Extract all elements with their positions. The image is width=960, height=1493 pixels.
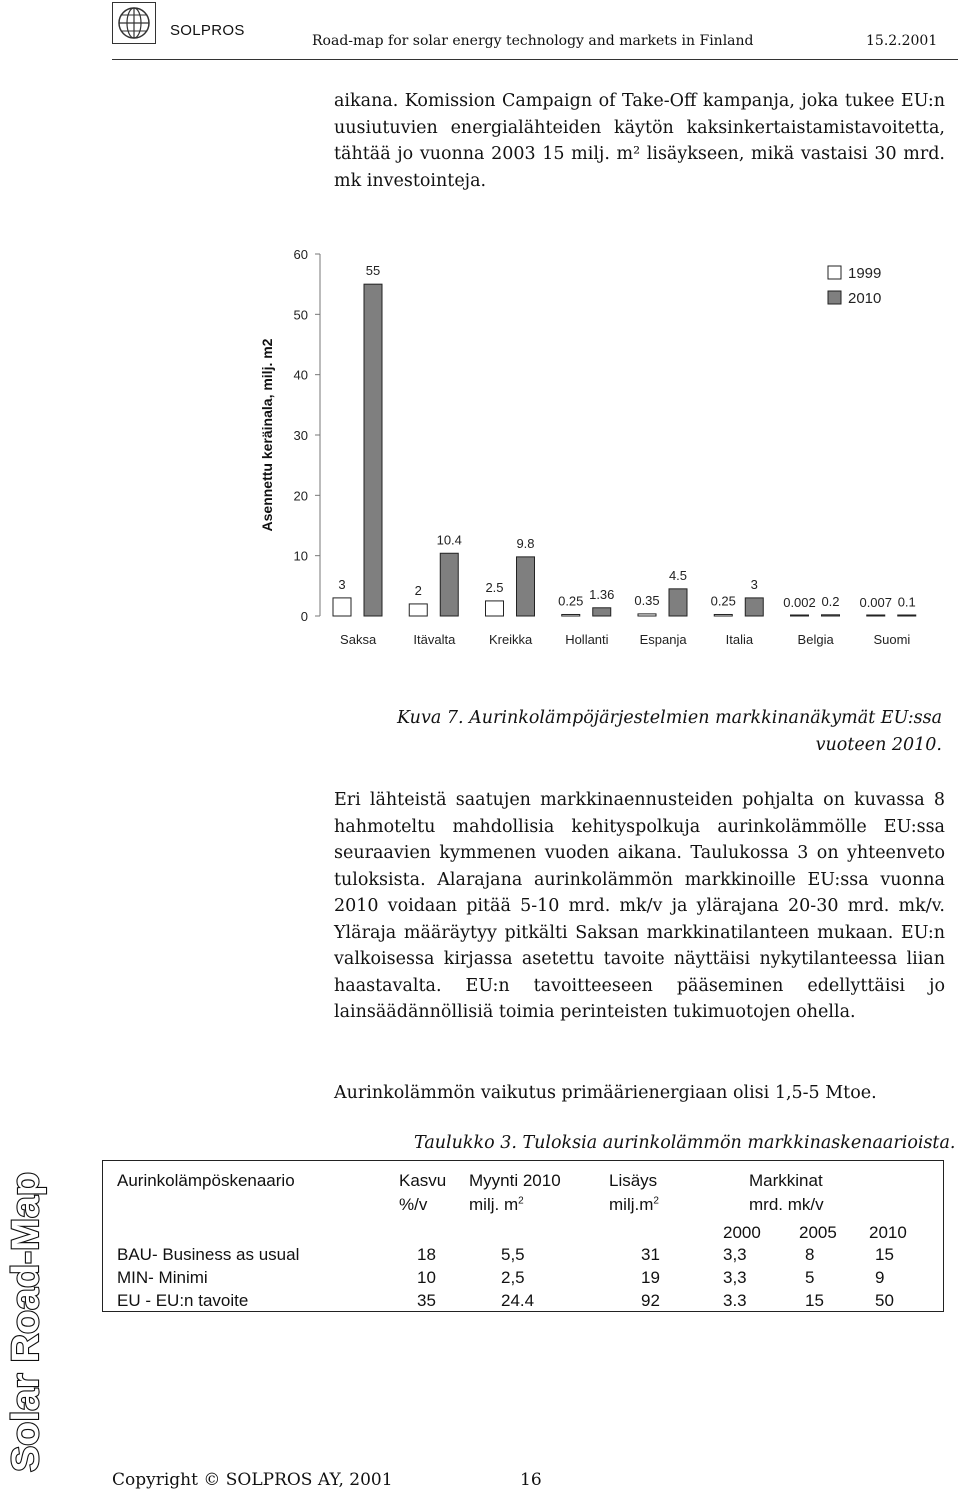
y-tick-label: 0 (300, 609, 308, 624)
category-label: Hollanti (565, 632, 609, 647)
bar-1999-saksa (333, 598, 351, 616)
row-min-sales: 2,5 (501, 1268, 525, 1287)
figure-caption-line1: Kuva 7. Aurinkolämpöjärjestelmien markkinanäkymät EU:ssa (396, 708, 942, 728)
bar-2010-hollanti (593, 608, 611, 616)
row-min-m2000: 3,3 (723, 1268, 747, 1287)
bar-2010-italia (745, 598, 763, 616)
row-eu-m2010: 50 (875, 1291, 894, 1310)
scenario-table (102, 1160, 944, 1312)
figure-caption-line2: vuoteen 2010. (815, 735, 942, 755)
legend-swatch-2010 (828, 291, 841, 304)
data-label-1999: 0.007 (859, 594, 893, 610)
header-year-2005: 2005 (799, 1223, 837, 1242)
table-caption: Taulukko 3. Tuloksia aurinkolämmön markkinaskenaarioista. (414, 1133, 956, 1153)
page-number: 16 (520, 1470, 542, 1490)
data-label-2010: 0.2 (821, 593, 840, 609)
bar-1999-belgia (791, 615, 809, 616)
data-label-1999: 0.25 (710, 593, 736, 609)
category-label: Kreikka (488, 632, 533, 647)
row-eu-name: EU - EU:n tavoite (117, 1291, 249, 1310)
side-banner-text: Solar Road-Map (5, 1182, 47, 1472)
header-sales: Myynti 2010 (469, 1171, 561, 1190)
y-tick-label: 30 (293, 428, 308, 443)
header-year-2000: 2000 (723, 1223, 761, 1242)
row-bau-increase: 31 (641, 1245, 660, 1264)
data-label-1999: 3 (338, 576, 346, 592)
header-market: Markkinat (749, 1171, 823, 1190)
data-label-2010: 3 (750, 576, 758, 592)
row-min-m2010: 9 (875, 1268, 885, 1287)
category-label: Italia (725, 632, 754, 647)
data-label-1999: 0.25 (558, 593, 584, 609)
category-label: Saksa (340, 632, 377, 647)
category-label: Espanja (639, 632, 687, 647)
data-label-2010: 55 (365, 263, 381, 279)
category-label: Suomi (873, 632, 911, 647)
row-eu-m2000: 3.3 (723, 1291, 747, 1310)
bar-1999-kreikka (486, 601, 504, 616)
header-growth-unit: %/v (399, 1195, 428, 1214)
data-label-1999: 2.5 (485, 579, 504, 595)
footer-copyright: Copyright © SOLPROS AY, 2001 (112, 1470, 393, 1490)
solpros-logo (112, 2, 156, 44)
data-label-1999: 2 (414, 582, 422, 598)
data-label-1999: 0.35 (634, 592, 660, 608)
row-bau-m2005: 8 (805, 1245, 815, 1264)
legend-label-2010: 2010 (848, 290, 882, 307)
data-label-2010: 9.8 (516, 535, 535, 551)
header-sales-unit: milj. $m^2$ (469, 1195, 524, 1214)
row-bau-sales: 5,5 (501, 1245, 525, 1264)
bar-2010-saksa (364, 284, 382, 616)
row-min-m2005: 5 (805, 1268, 815, 1287)
page-header (0, 0, 960, 72)
category-label: Belgia (797, 632, 834, 647)
row-eu-growth: 35 (417, 1291, 436, 1310)
y-tick-label: 20 (293, 488, 308, 504)
bar-chart (240, 240, 940, 660)
document-date: 15.2.2001 (866, 33, 938, 49)
bar-1999-itävalta (409, 604, 427, 616)
row-bau-name: BAU- Business as usual (117, 1245, 300, 1264)
header-divider (112, 59, 958, 60)
row-eu-sales: 24.4 (501, 1291, 535, 1310)
bar-1999-suomi (867, 615, 885, 616)
row-bau-m2010: 15 (875, 1245, 894, 1264)
row-eu-increase: 92 (641, 1291, 660, 1310)
row-min-name: MIN- Minimi (117, 1268, 208, 1287)
document-title: Road-map for solar energy technology and markets in Finland (312, 33, 754, 49)
bar-2010-espanja (669, 589, 687, 616)
data-label-1999: 0.002 (783, 594, 816, 610)
header-growth: Kasvu (399, 1171, 447, 1190)
y-tick-label: 40 (293, 367, 308, 383)
row-bau-growth: 18 (417, 1245, 436, 1264)
bar-1999-hollanti (562, 614, 580, 616)
bar-2010-itävalta (440, 553, 458, 616)
category-label: Itävalta (413, 632, 456, 647)
intro-paragraph: aikana. Komission Campaign of Take-Off kampanja, joka tukee EU:n uusiutuvien energialähteiden käytön kaksinkertaistamistavoitetta, tähtää jo vuonna 2003 15 milj. m² lisäykseen, mikä vastaisi 30 mrd. mk investointeja. (334, 91, 945, 191)
data-label-2010: 4.5 (668, 567, 688, 583)
row-min-increase: 19 (641, 1268, 660, 1287)
y-tick-label: 10 (293, 548, 308, 564)
header-market-unit: mrd. mk/v (749, 1195, 824, 1214)
market-outlook-chart (240, 240, 940, 660)
header-increase-unit: $milj.m^2$ (609, 1195, 659, 1214)
globe-icon (113, 3, 155, 43)
side-banner (0, 1160, 52, 1480)
primary-energy-paragraph: Aurinkolämmön vaikutus primäärienergiaan olisi 1,5-5 Mtoe. (334, 1083, 877, 1103)
bar-2010-suomi (898, 615, 916, 616)
bar-2010-belgia (822, 615, 840, 616)
y-tick-label: 60 (293, 247, 308, 262)
row-eu-m2005: 15 (805, 1291, 824, 1310)
header-increase: Lisäys (609, 1171, 658, 1190)
legend-swatch-1999 (828, 266, 841, 279)
row-bau-m2000: 3,3 (723, 1245, 747, 1264)
markets-paragraph: Eri lähteistä saatujen markkinaennusteiden pohjalta on kuvassa 8 hahmoteltu mahdollisia kehityspolkuja aurinkolämmölle EU:ssa seuraavien kymmenen vuoden aikana. Taulukossa 3 on yhteenveto tuloksista. Alarajana aurinkolämmön markkinoille EU:ssa vuonna 2010 voidaan pitää 5-10 mrd. mk/v ja ylärajana 20-30 mrd. mk/v. Yläraja määräytyy pitkälti Saksan markkinatilanteen mukaan. EU:n valkoisessa kirjassa asetettu tavoite näyttäisi nykytilanteessa liian haastavalta. EU:n tavoitteeseen pääseminen edellyttäisi jo lainsäädännöllisiä toimia perinteisten tukimuotojen ohella. (334, 790, 945, 1022)
bar-1999-italia (714, 614, 732, 616)
y-axis-title: Asennettu keräinala, milj. m2 (259, 338, 275, 532)
header-year-2010: 2010 (869, 1223, 907, 1242)
data-label-2010: 1.36 (589, 586, 615, 602)
header-scenario: Aurinkolämpöskenaario (117, 1171, 295, 1190)
data-label-2010: 0.1 (897, 594, 916, 610)
company-name: SOLPROS (170, 22, 245, 39)
row-min-growth: 10 (417, 1268, 436, 1287)
y-tick-label: 50 (293, 307, 308, 323)
bar-2010-kreikka (517, 557, 535, 616)
legend-label-1999: 1999 (848, 265, 882, 282)
data-label-2010: 10.4 (436, 532, 462, 548)
bar-1999-espanja (638, 614, 656, 616)
